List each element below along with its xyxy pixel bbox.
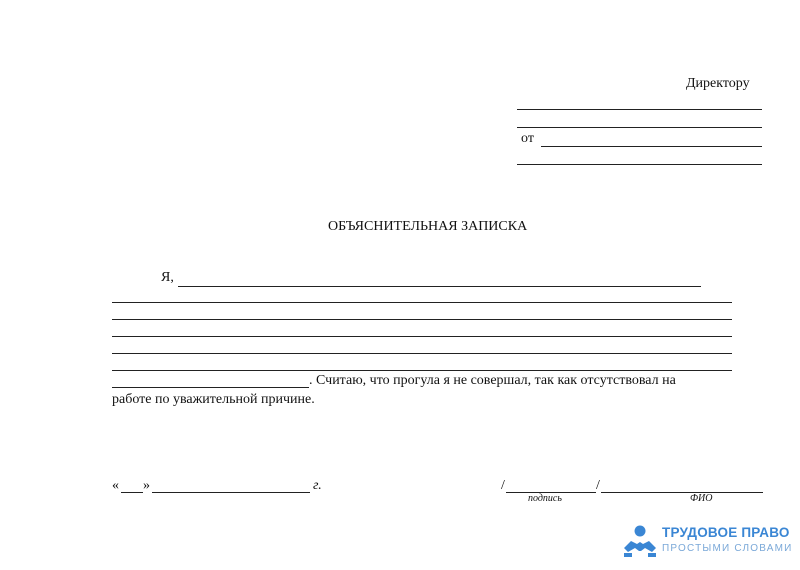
signature-slash-2: /	[596, 478, 600, 493]
date-month-year-line	[152, 492, 310, 493]
explanation-line-6	[112, 387, 309, 388]
statement-line-2: работе по уважительной причине.	[112, 392, 315, 407]
logo-subtitle: ПРОСТЫМИ СЛОВАМИ	[662, 543, 793, 554]
i-label: Я,	[161, 270, 174, 285]
from-label: от	[521, 131, 534, 146]
from-name-line	[541, 146, 762, 147]
employee-name-line	[178, 286, 701, 287]
explanation-line-2	[112, 319, 732, 320]
signature-caption: подпись	[528, 493, 562, 504]
date-day-line	[121, 492, 143, 493]
signature-slash-1: /	[501, 478, 505, 493]
employee-position-line	[517, 164, 762, 165]
handshake-icon	[622, 524, 658, 560]
statement-line-1: . Считаю, что прогула я не совершал, так как отсутствовал на	[309, 373, 676, 388]
date-quote-open: «	[112, 478, 119, 493]
explanation-line-3	[112, 336, 732, 337]
explanation-line-1	[112, 302, 732, 303]
logo-title: ТРУДОВОЕ ПРАВО	[662, 525, 790, 540]
document-title: ОБЪЯСНИТЕЛЬНАЯ ЗАПИСКА	[328, 219, 528, 234]
organization-line	[517, 127, 762, 128]
year-suffix: г.	[313, 478, 322, 493]
explanation-line-4	[112, 353, 732, 354]
full-name-caption: ФИО	[690, 493, 713, 504]
logo	[622, 524, 792, 562]
addressee-label: Директору	[686, 76, 750, 91]
date-quote-close: »	[143, 478, 150, 493]
explanation-line-5	[112, 370, 732, 371]
director-name-line	[517, 109, 762, 110]
full-name-line	[601, 492, 763, 493]
